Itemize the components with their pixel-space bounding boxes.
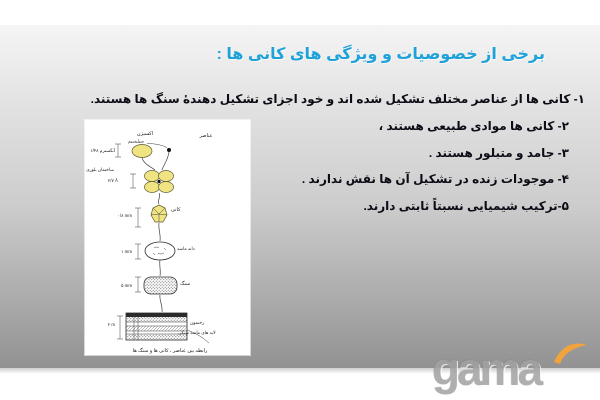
connector-rock-to-outcrop xyxy=(160,295,162,312)
bullet-item-3: ۳- جامد و متبلور هستند . xyxy=(428,145,569,160)
sand-grain-shape xyxy=(145,242,175,260)
diagram-figure xyxy=(85,120,250,355)
label-outcrop: رخنمون xyxy=(190,320,205,325)
label-mineral: کانی xyxy=(171,207,181,213)
rock-shape xyxy=(144,277,177,294)
outcrop-shape xyxy=(126,313,209,343)
scale-bracket-m-2 xyxy=(117,316,123,339)
scale-bracket-mm-08 xyxy=(135,208,141,227)
gama-logo-text: gama xyxy=(432,343,541,395)
connector-grain-to-rock xyxy=(160,260,161,276)
label-rock: سنگ xyxy=(180,281,191,287)
mineral-scale-diagram xyxy=(85,120,250,355)
bond-line-right xyxy=(162,152,169,170)
scale-bracket-angstrom-2 xyxy=(130,174,136,188)
bullet-item-1: ۱- کانی ها از عناصر مختلف تشکیل شده اند و خود اجزای تشکیل دهندۀ سنگ ها هستند. xyxy=(90,92,585,106)
bond-line-left xyxy=(142,158,155,170)
label-sandstone-layers: لایه های ماسه سنگی xyxy=(178,330,216,335)
scale-bracket-angstrom-1 xyxy=(115,144,121,157)
label-silicon: سیلیسیم xyxy=(128,138,144,144)
label-crystal-structure: ساختمان بلوری xyxy=(86,167,114,172)
diagram-caption: رابطه بین عناصر ، کانی ها و سنگ ها xyxy=(132,348,208,354)
bullet-item-4: ۴- موجودات زنده در تشکیل آن ها نقش ندارند . xyxy=(301,172,569,187)
scale-bracket-mm-5 xyxy=(135,277,141,292)
label-scale-mm-5: ۵ mm xyxy=(121,283,132,288)
gama-swoosh-icon xyxy=(550,340,590,364)
connector-mineral-to-grain xyxy=(159,223,160,241)
slide-title: برخی از خصوصیات و ویژگی های کانی ها : xyxy=(216,46,545,63)
label-sand-grain: دانه ماسه xyxy=(177,246,195,251)
label-oxygen: اکسیژن xyxy=(136,131,154,137)
label-scale-mm-08: ۰/۸ mm xyxy=(117,213,132,218)
label-scale-mm-1: ۱ mm xyxy=(121,249,132,254)
label-scale-angstrom-2: ۲/۷ Å xyxy=(107,178,118,183)
silicon-atom-dot xyxy=(167,148,171,152)
scale-bracket-mm-1 xyxy=(135,244,141,259)
gama-watermark xyxy=(432,340,597,398)
crystal-structure-cluster xyxy=(145,171,174,193)
bullet-item-5: ۵-ترکیب شیمیایی نسبتاً ثابتی دارند. xyxy=(363,199,569,214)
label-scale-m-2: ۲ m xyxy=(107,322,115,327)
mineral-crystal-shape xyxy=(151,205,167,222)
oxygen-atom-shape xyxy=(132,145,152,158)
label-elements: عناصر xyxy=(199,133,213,139)
bullet-item-2: ۲- کانی ها موادی طبیعی هستند ، xyxy=(378,118,569,133)
connector-cluster-to-mineral xyxy=(158,193,159,204)
label-scale-angstrom-1: ۱/۴۸ آنگسترم xyxy=(90,148,115,153)
